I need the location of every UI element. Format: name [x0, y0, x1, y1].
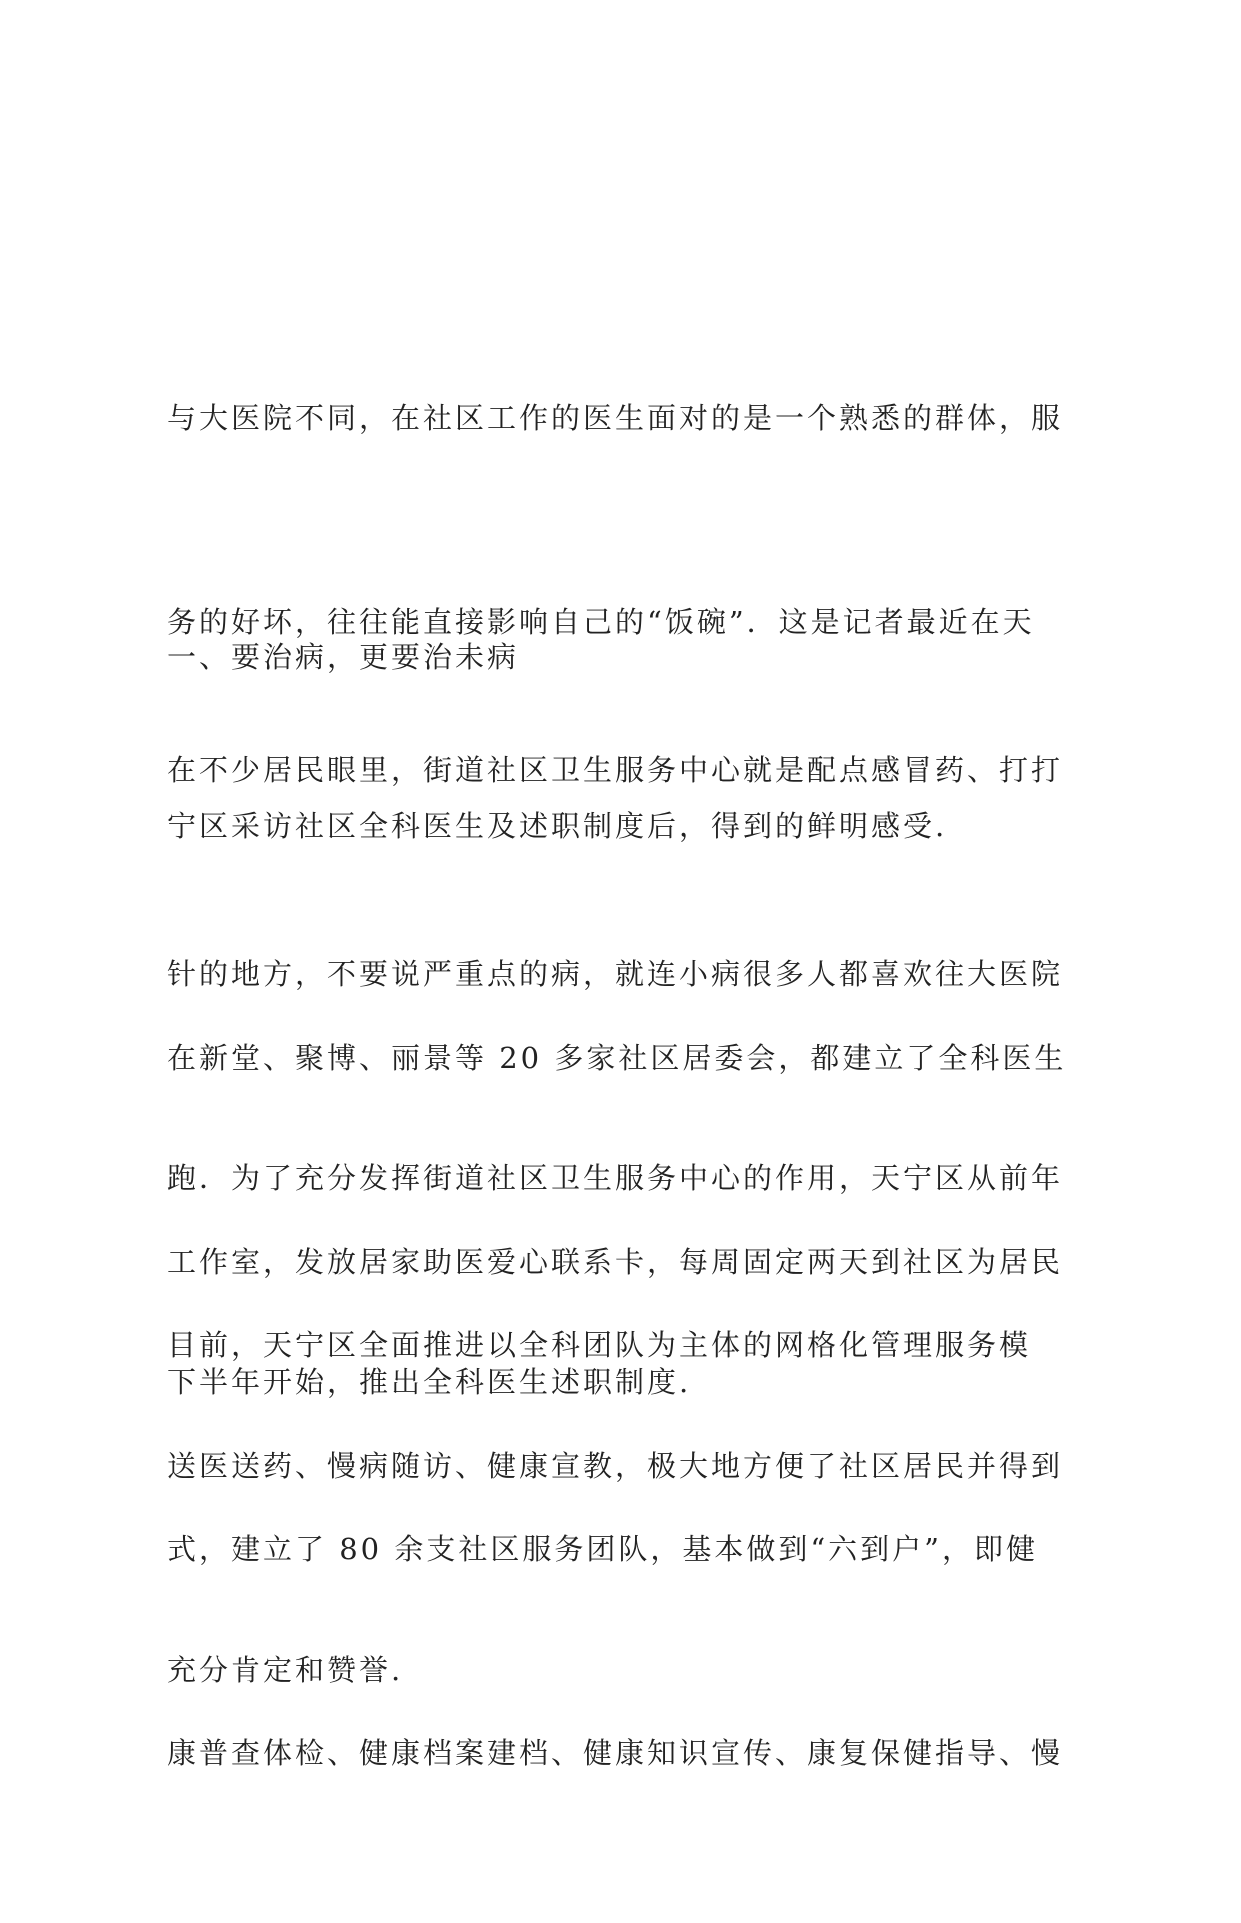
text-line: 目前，天宁区全面推进以全科团队为主体的网格化管理服务模: [167, 1328, 1032, 1362]
text-line: 式，建立了 80 余支社区服务团队，基本做到“六到户”，即健: [167, 1532, 1038, 1566]
text-line: 针的地方，不要说严重点的病，就连小病很多人都喜欢往大医院: [167, 957, 1064, 991]
text-line: 送医送药、慢病随访、健康宣教，极大地方便了社区居民并得到: [167, 1449, 1064, 1483]
text-line: 下半年开始，推出全科医生述职制度.: [167, 1365, 692, 1399]
text-line: 康普查体检、健康档案建档、健康知识宣传、康复保健指导、慢: [167, 1736, 1064, 1770]
text-line: 在新堂、聚博、丽景等 20 多家社区居委会，都建立了全科医生: [167, 1041, 1067, 1075]
heading-line: 一、要治病，更要治未病: [167, 640, 520, 674]
text-line: 宁区采访社区全科医生及述职制度后，得到的鲜明感受.: [167, 809, 948, 843]
text-line: 工作室，发放居家助医爱心联系卡，每周固定两天到社区为居民: [167, 1245, 1064, 1279]
text-line: 跑．为了充分发挥街道社区卫生服务中心的作用，天宁区从前年: [167, 1161, 1064, 1195]
text-line: 与大医院不同，在社区工作的医生面对的是一个熟悉的群体，服: [167, 401, 1064, 435]
text-line: 务的好坏，往往能直接影响自己的“饭碗”．这是记者最近在天: [167, 605, 1035, 639]
text-line: 在不少居民眼里，街道社区卫生服务中心就是配点感冒药、打打: [167, 753, 1064, 787]
paragraph-current: [167, 1175, 1097, 1923]
text-line: 充分肯定和赞誉.: [167, 1653, 404, 1687]
